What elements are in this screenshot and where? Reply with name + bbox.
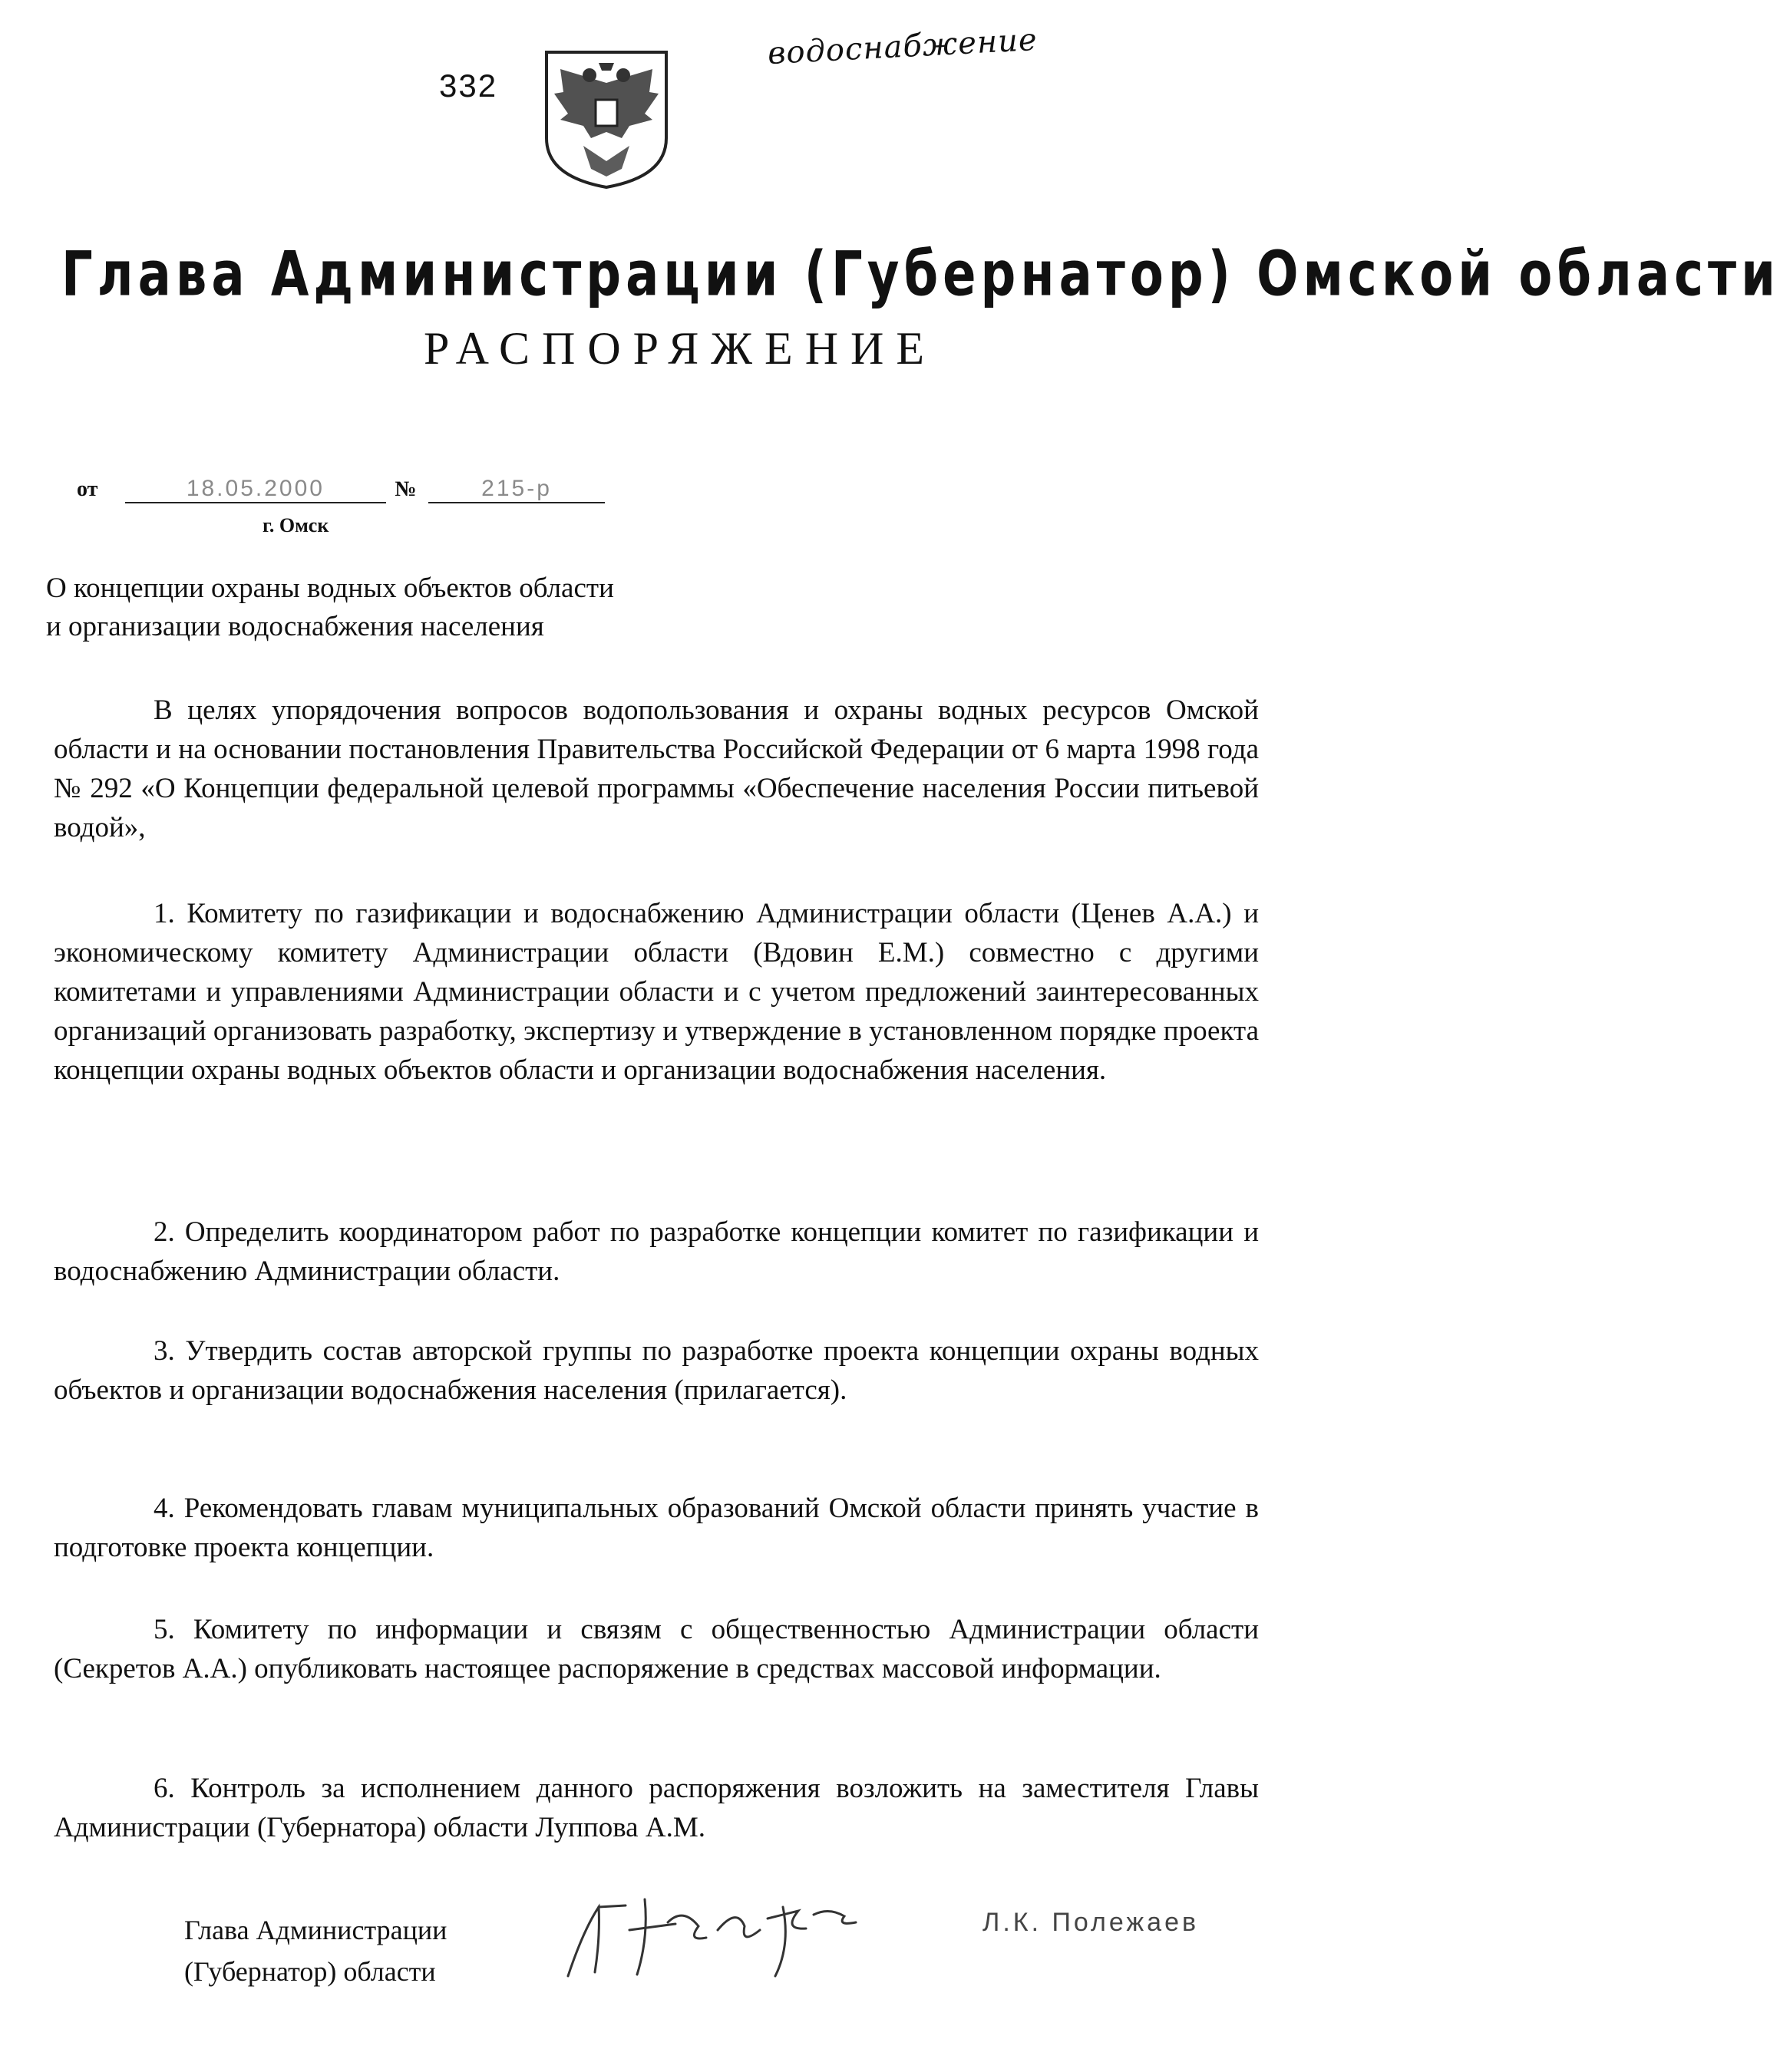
paragraph-3: 3. Утвердить состав авторской группы по разработке проекта концепции охраны водных объектов и организации водоснабжения населения (прилагается). bbox=[54, 1335, 1259, 1406]
document-subject bbox=[46, 569, 890, 646]
paragraph-1: 1. Комитету по газификации и водоснабжению Администрации области (Ценев А.А.) и экономическому комитету Администрации области (Вдовин Е.М.) совместно с другими комитетами и управлениями Администрации области и с учетом предложений заинтересованных организаций организовать разработку, экспертизу и утверждение в установленном порядке проекта концепции охраны водных объектов области и организации водоснабжения населения. bbox=[54, 898, 1259, 1086]
issuing-authority: Глава Администрации (Губернатор) Омской области bbox=[61, 239, 1780, 311]
handwritten-signature-icon bbox=[553, 1884, 875, 1984]
paragraph-2: 2. Определить координатором работ по разработке концепции комитет по газификации и водоснабжению Администрации области. bbox=[54, 1216, 1259, 1287]
subject-line-2: и организации водоснабжения населения bbox=[46, 611, 544, 642]
page-number: 332 bbox=[439, 68, 498, 104]
number-value: 215-р bbox=[428, 476, 605, 503]
date-value: 18.05.2000 bbox=[125, 476, 386, 503]
document-type: РАСПОРЯЖЕНИЕ bbox=[423, 323, 937, 374]
signer-name: Л.К. Полежаев bbox=[982, 1908, 1200, 1937]
date-number-line bbox=[77, 476, 605, 503]
signer-title-line-1: Глава Администрации bbox=[184, 1915, 447, 1945]
paragraph-4: 4. Рекомендовать главам муниципальных образований Омской области принять участие в подготовке проекта концепции. bbox=[54, 1493, 1259, 1563]
city: г. Омск bbox=[263, 514, 329, 536]
signer-title-line-2: (Губернатор) области bbox=[184, 1956, 436, 1987]
number-label: № bbox=[395, 477, 417, 501]
subject-line-1: О концепции охраны водных объектов области bbox=[46, 572, 614, 604]
russian-coat-of-arms-icon bbox=[537, 46, 675, 192]
handwritten-note: водоснабжение bbox=[767, 21, 1039, 72]
preamble-paragraph: В целях упорядочения вопросов водопользования и охраны водных ресурсов Омской области и на основании постановления Правительства Российской Федерации от 6 марта 1998 года № 292 «О Концепции федеральной целевой программы «Обеспечение населения России питьевой водой», bbox=[54, 695, 1259, 843]
signer-title bbox=[184, 1909, 447, 1992]
date-label: от bbox=[77, 477, 98, 501]
paragraph-6: 6. Контроль за исполнением данного распоряжения возложить на заместителя Главы Администрации (Губернатора) области Луппова А.М. bbox=[54, 1773, 1259, 1843]
paragraph-5: 5. Комитету по информации и связям с общественностью Администрации области (Секретов А.А.) опубликовать настоящее распоряжение в средствах массовой информации. bbox=[54, 1614, 1259, 1684]
